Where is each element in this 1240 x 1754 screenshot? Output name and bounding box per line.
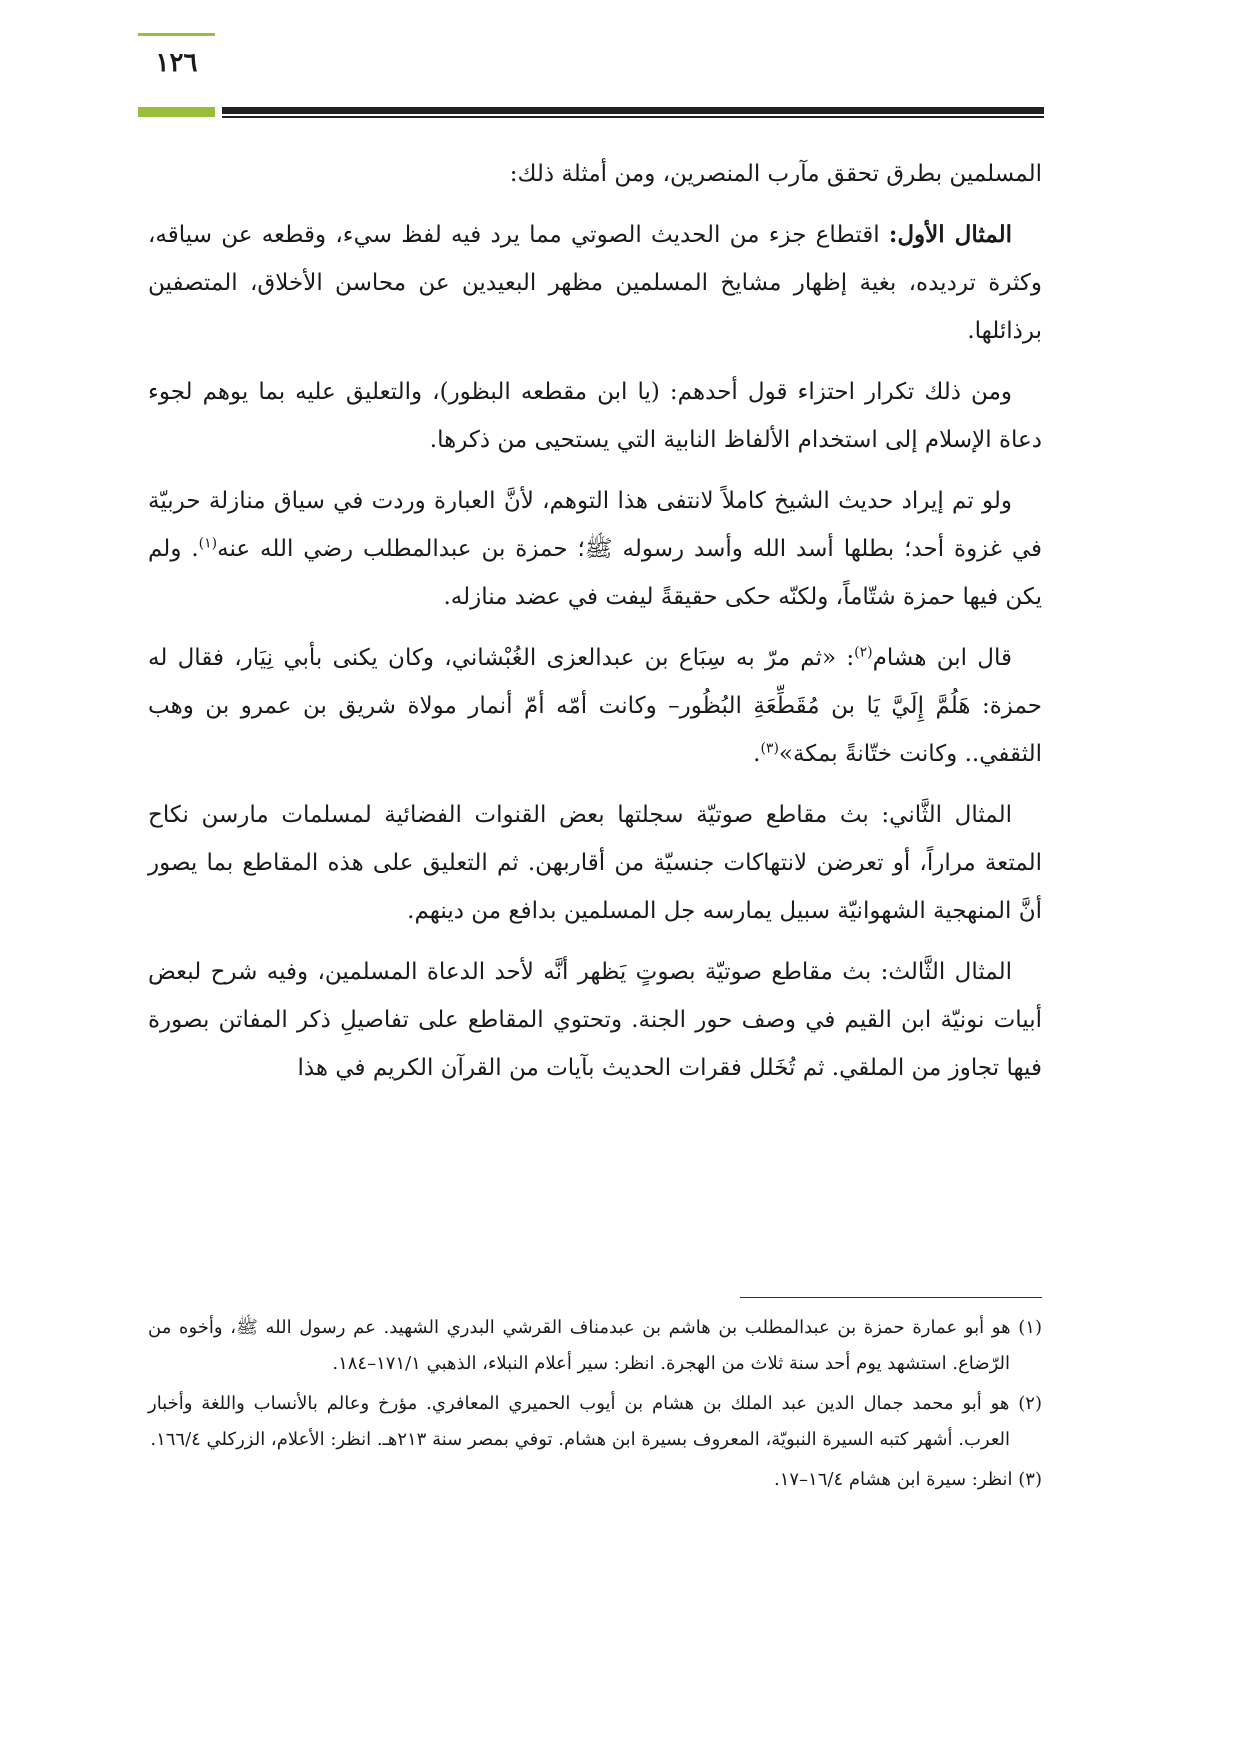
footnote-ref-2[interactable]: (٢) (854, 644, 873, 661)
example-1-text: اقتطاع جزء من الحديث الصوتي مما يرد فيه لفظ سيء، وقطعه عن سياقه، وكثرة ترديده، بغية إظهار مشايخ المسلمين مظهر البعيدين عن محاسن الأخلاق، المتصفين برذائلها. (148, 222, 1042, 344)
quote-text-b: : «ثم مرّ به سِبَاع بن عبدالعزى الغُبْشاني، وكان يكنى بأبي نِيَار، فقال له حمزة: هَلُمَّ إِلَيَّ يَا بن مُقَطِّعَةِ البُظُور– وكانت أمّه أمّ أنمار مولاة شريق بن عمرو بن وهب الثقفي.. وكانت ختّانةً بمكة» (148, 645, 1042, 767)
example-1-label: المثال الأول: (888, 221, 1012, 248)
context-text-b: . ولم يكن فيها حمزة شتّاماً، ولكنّه حكى حقيقةً ليفت في عضد منازله. (148, 536, 1042, 610)
header-rule-thin (222, 116, 1044, 118)
header-accent-bar (138, 107, 215, 117)
paragraph-example-3: المثال الثَّالث: بث مقاطع صوتيّة بصوتٍ يَظهر أنَّه لأحد الدعاة المسلمين، وفيه شرح لبعض أبيات نونيّة ابن القيم في وصف حور الجنة. وتحتوي المقاطع على تفاصيلِ ذكر المفاتن بصورة فيها تجاوز من الملقي. ثم تُخَلل فقرات الحديث بآيات من القرآن الكريم في هذا (148, 959, 1042, 1081)
quote-text-a: قال ابن هشام (872, 645, 1013, 671)
paragraph-context (148, 477, 1042, 621)
header-accent-line (138, 33, 215, 36)
footnote-ref-3[interactable]: (٣) (760, 740, 779, 757)
paragraph-example-1 (148, 211, 1042, 355)
quote-text-c: . (753, 741, 761, 767)
footnotes (148, 1310, 1042, 1502)
paragraph-example-2: المثال الثَّاني: بث مقاطع صوتيّة سجلتها بعض القنوات الفضائية لمسلمات مارسن نكاح المتعة مراراً، أو تعرضن لانتهاكات جنسيّة من أقاربهن. ثم التعليق على هذه المقاطع بما يصور أنَّ المنهجية الشهوانيّة سبيل يمارسه جل المسلمين بدافع من دينهم. (148, 802, 1042, 924)
page-number: ١٢٦ (155, 48, 198, 78)
main-text (148, 150, 1042, 1105)
footnote-divider (740, 1297, 1042, 1298)
paragraph-intro: المسلمين بطرق تحقق مآرب المنصرين، ومن أمثلة ذلك: (509, 161, 1042, 187)
paragraph-quote-example: ومن ذلك تكرار احتزاء قول أحدهم: (يا ابن مقطعه البظور)، والتعليق عليه بما يوهم لجوء دعاة الإسلام إلى استخدام الألفاظ النابية التي يستحيى من ذكرها. (148, 379, 1042, 453)
footnote-1: (١) هو أبو عمارة حمزة بن عبدالمطلب بن هاشم بن عبدمناف القرشي البدري الشهيد. عم رسول الله ﷺ، وأخوه من الرّضاع. استشهد يوم أحد سنة ثلاث من الهجرة. انظر: سير أعلام النبلاء، الذهبي ١٧١/١–١٨٤. (148, 1317, 1042, 1374)
footnote-2: (٢) هو أبو محمد جمال الدين عبد الملك بن هشام بن أيوب الحميري المعافري. مؤرخ وعالم بالأنساب واللغة وأخبار العرب. أشهر كتبه السيرة النبويّة، المعروف بسيرة ابن هشام. توفي بمصر سنة ٢١٣هـ. انظر: الأعلام، الزركلي ١٦٦/٤. (148, 1393, 1042, 1450)
paragraph-ibn-hisham-quote (148, 634, 1042, 778)
footnote-3: (٣) انظر: سيرة ابن هشام ١٦/٤–١٧. (773, 1469, 1042, 1490)
page-header (0, 0, 1240, 130)
footnote-ref-1[interactable]: (١) (198, 535, 218, 552)
context-text-a: ولو تم إيراد حديث الشيخ كاملاً لانتفى هذا التوهم، لأنَّ العبارة وردت في سياق منازلة حربيّة في غزوة أحد؛ بطلها أسد الله وأسد رسوله ﷺ؛ حمزة بن عبدالمطلب رضي الله عنه (148, 488, 1042, 562)
header-rule-thick (222, 107, 1044, 114)
